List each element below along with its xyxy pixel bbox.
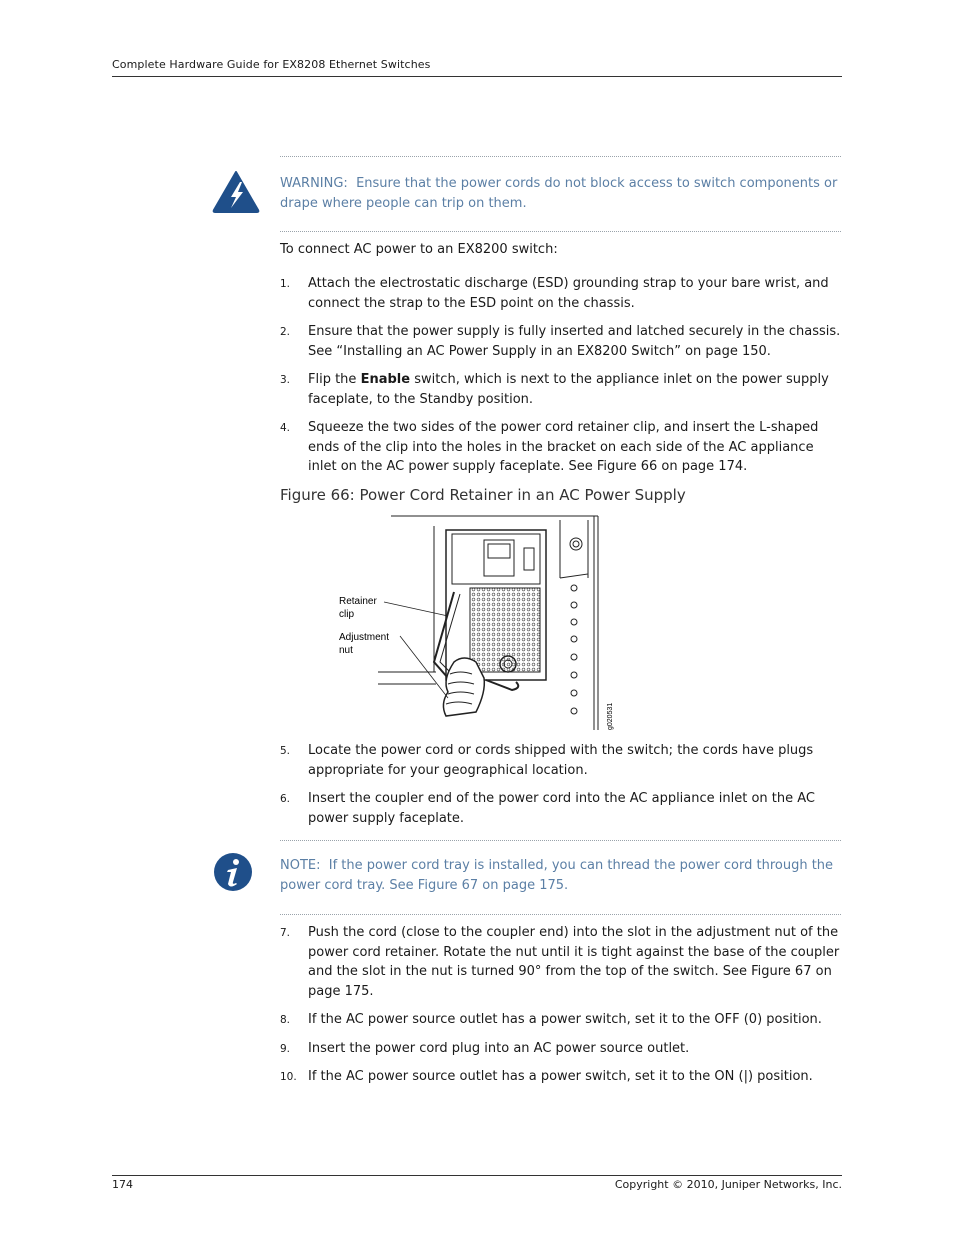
figure-id-tag: g020531 xyxy=(607,702,614,730)
label-retainer-line2: clip xyxy=(339,609,355,620)
warning-callout xyxy=(280,174,845,213)
list-item: 5. Locate the power cord or cords shipped with the switch; the cords have plugs appropriate for your geographical location. xyxy=(280,743,814,778)
intro-paragraph: To connect AC power to an EX8200 switch: xyxy=(280,242,558,257)
list-item: 8. If the AC power source outlet has a power switch, set it to the OFF (0) position. xyxy=(280,1012,822,1027)
warning-bottom-divider xyxy=(280,231,841,232)
power-cord-retainer-figure xyxy=(336,512,624,734)
list-item: 1. Attach the electrostatic discharge (ESD) grounding strap to your bare wrist, and connect the strap to the ESD point on the chassis. xyxy=(280,276,829,311)
note-top-divider xyxy=(280,840,841,841)
figure-caption: Figure 66: Power Cord Retainer in an AC Power Supply xyxy=(280,486,686,504)
lightning-warning-icon xyxy=(211,169,261,215)
page-number: 174 xyxy=(112,1178,133,1191)
copyright: Copyright © 2010, Juniper Networks, Inc. xyxy=(614,1178,842,1191)
list-item: 3. Flip the Enable switch, which is next to the appliance inlet on the power supply faceplate, to the Standby position. xyxy=(280,372,829,407)
note-callout xyxy=(280,856,845,895)
info-icon xyxy=(212,851,254,893)
note-bottom-divider xyxy=(280,914,841,915)
steps-list-3 xyxy=(280,923,845,1087)
note-label: NOTE: xyxy=(280,858,321,873)
list-item: 10. If the AC power source outlet has a power switch, set it to the ON (|) position. xyxy=(280,1069,813,1084)
warning-text: Ensure that the power cords do not block access to switch components or drape where people can trip on them. xyxy=(280,176,838,211)
list-item: 7. Push the cord (close to the coupler end) into the slot in the adjustment nut of the power cord retainer. Rotate the nut until it is tight against the base of the coupler and the slot in the nut is turned 90° from the top of the switch. See Figure 67 on page 175. xyxy=(280,925,840,999)
list-item: 4. Squeeze the two sides of the power cord retainer clip, and insert the L-shaped ends of the clip into the holes in the bracket on each side of the AC appliance inlet on the AC power supply faceplate. See Figure 66 on page 174. xyxy=(280,420,819,474)
label-nut-line2: nut xyxy=(339,645,353,656)
warning-label: WARNING: xyxy=(280,176,348,191)
label-nut-line1: Adjustment xyxy=(339,632,390,643)
warning-top-divider xyxy=(280,156,841,157)
steps-list-1 xyxy=(280,274,845,477)
steps-list-2 xyxy=(280,741,845,828)
list-item: 9. Insert the power cord plug into an AC power source outlet. xyxy=(280,1040,690,1056)
note-text: If the power cord tray is installed, you can thread the power cord through the power cord tray. See Figure 67 on page 175. xyxy=(280,858,834,893)
running-header: Complete Hardware Guide for EX8208 Ethernet Switches xyxy=(112,58,431,71)
list-item: 6. Insert the coupler end of the power cord into the AC appliance inlet on the AC power supply faceplate. xyxy=(280,791,816,826)
footer-rule xyxy=(112,1175,842,1176)
label-retainer-line1: Retainer xyxy=(339,596,377,607)
list-item: 2. Ensure that the power supply is fully inserted and latched securely in the chassis. See “Installing an AC Power Supply in an EX8200 Switch” on page 150. xyxy=(280,324,841,359)
header-rule xyxy=(112,76,842,77)
enable-switch-label: Enable xyxy=(360,372,411,387)
